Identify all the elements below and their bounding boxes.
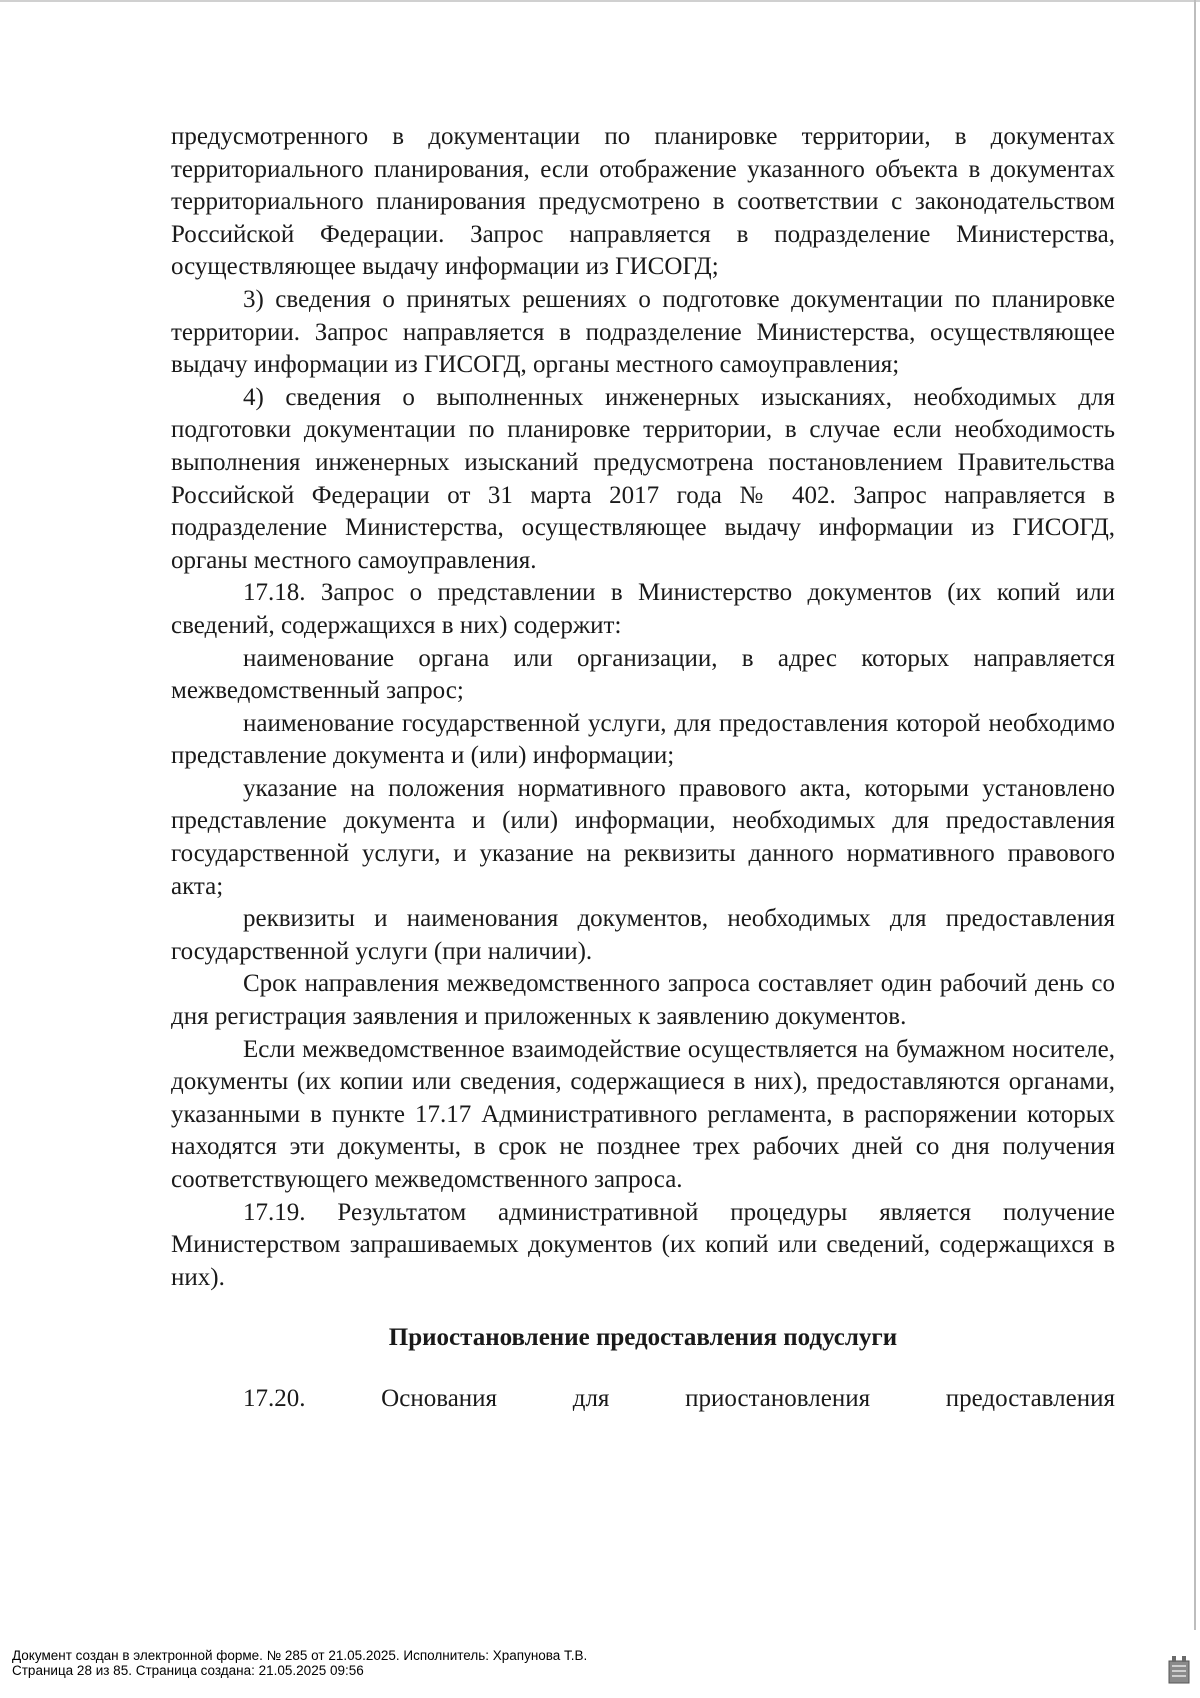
- section-heading: Приостановление предоставления подуслуги: [388, 1324, 898, 1352]
- paragraph-item-4: 4) сведения о выполненных инженерных изысканиях, необходимых для подготовки документации по планировке территории, в случае если необходимость выполнения инженерных изысканий предусмотрена постановлением Правительства Российской Федерации от 31 марта 2017 года № 402. Запрос направляется в подразделение Министерства, осуществляющее выдачу информации из ГИСОГД, органы местного самоуправления.: [171, 383, 1115, 574]
- footer-line-1: Документ создан в электронной форме. № 285 от 21.05.2025. Исполнитель: Храпунова Т.В.: [12, 1648, 588, 1663]
- document-seal-icon: [1168, 1655, 1190, 1685]
- paragraph-item-3: 3) сведения о принятых решениях о подготовке документации по планировке территории. Запрос направляется в подразделение Министерства, осуществляющее выдачу информации из ГИСОГД, органы местного самоуправления;: [171, 285, 1115, 379]
- scan-right-edge: [1194, 0, 1196, 1630]
- paragraph-17-19: 17.19. Результатом административной процедуры является получение Министерством запрашиваемых документов (их копий или сведений, содержащихся в них).: [171, 1198, 1115, 1291]
- paragraph-legal-act: указание на положения нормативного правового акта, которыми установлено представление документа и (или) информации, необходимых для предоставления государственной услуги, и указание на реквизиты данного нормативного правового акта;: [171, 774, 1115, 900]
- document-body: [171, 121, 1115, 1416]
- paragraph-continuation: предусмотренного в документации по планировке территории, в документах территориального планирования, если отображение указанного объекта в документах территориального планирования предусмотрено в соответствии с законодательством Российской Федерации. Запрос направляется в подразделение Министерства, осуществляющее выдачу информации из ГИСОГД;: [171, 123, 1115, 281]
- paragraph-17-18: 17.18. Запрос о представлении в Министерство документов (их копий или сведений, содержащихся в них) содержит:: [171, 579, 1115, 639]
- footer-line-2: Страница 28 из 85. Страница создана: 21.05.2025 09:56: [12, 1663, 364, 1678]
- paragraph-service-name: наименование государственной услуги, для предоставления которой необходимо представление документа и (или) информации;: [171, 709, 1115, 770]
- paragraph-17-20: 17.20. Основания для приостановления предоставления: [243, 1384, 1115, 1412]
- paragraph-requisites: реквизиты и наименования документов, необходимых для предоставления государственной услуги (при наличии).: [171, 905, 1115, 965]
- paragraph-request-deadline: Срок направления межведомственного запроса составляет один рабочий день со дня регистрация заявления и приложенных к заявлению документов.: [171, 970, 1115, 1031]
- paragraph-paper-interaction: Если межведомственное взаимодействие осуществляется на бумажном носителе, документы (их копии или сведения, содержащиеся в них), предоставляются органами, указанными в пункте 17.17 Административного регламента, в распоряжении которых находятся эти документы, в срок не позднее трех рабочих дней со дня получения соответствующего межведомственного запроса.: [171, 1035, 1115, 1193]
- document-footer: [12, 1648, 1132, 1678]
- scan-top-edge: [0, 0, 1200, 2]
- paragraph-organ-name: наименование органа или организации, в адрес которых направляется межведомственный запрос;: [171, 644, 1115, 705]
